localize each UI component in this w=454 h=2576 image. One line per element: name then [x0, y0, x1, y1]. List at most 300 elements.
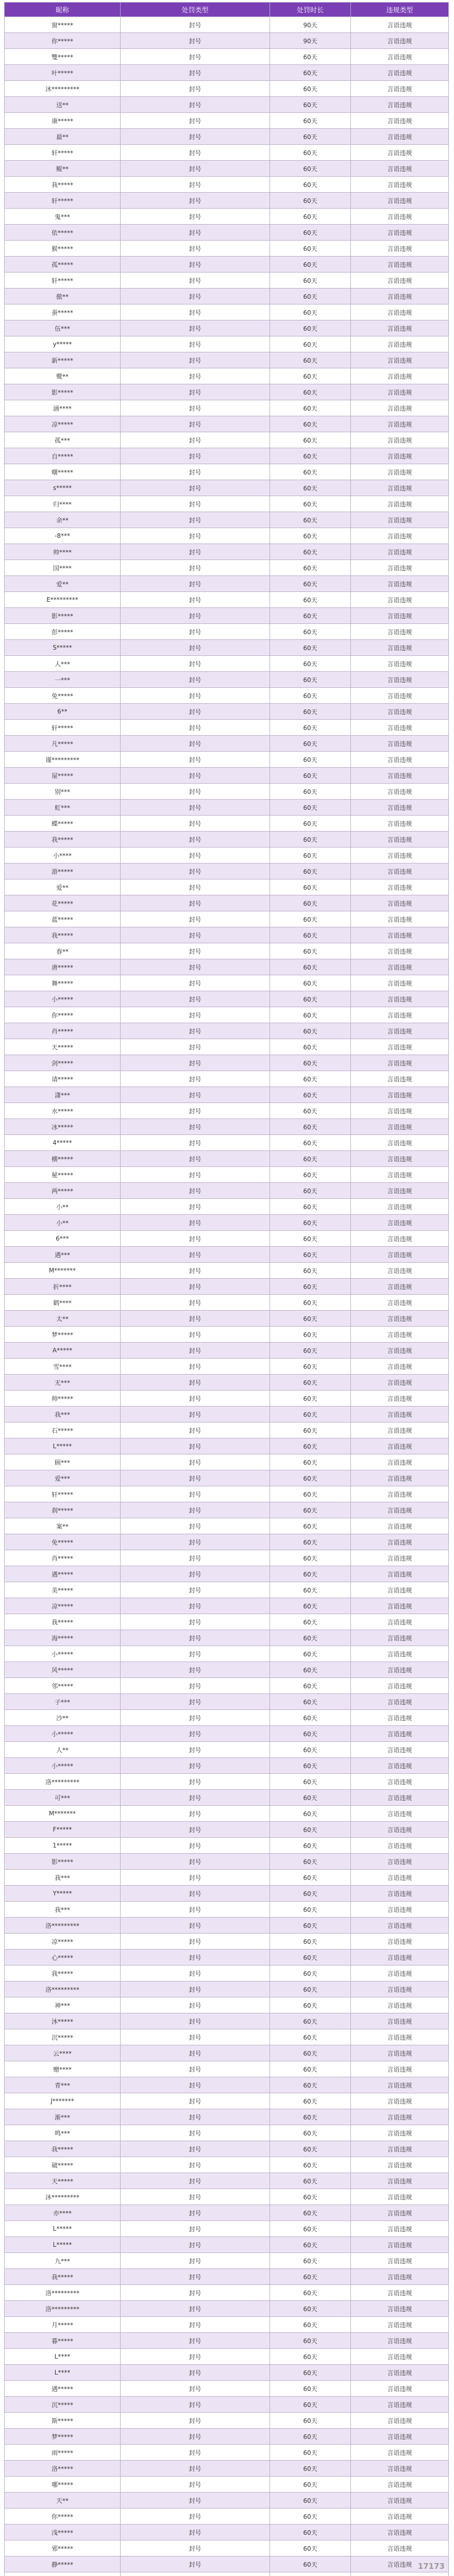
cell-violation-type: 言语违规: [351, 1981, 449, 1997]
table-row: [5, 1215, 449, 1231]
cell-penalty-type: 封号: [121, 943, 270, 959]
cell-nickname: 曙*****: [5, 464, 121, 480]
cell-penalty-type: 封号: [121, 640, 270, 656]
cell-violation-type: 言语违规: [351, 816, 449, 832]
cell-violation-type: 言语违规: [351, 2509, 449, 2524]
cell-penalty-duration: 60天: [270, 2125, 351, 2141]
table-row: [5, 1486, 449, 1502]
cell-penalty-duration: 60天: [270, 1518, 351, 1534]
cell-penalty-duration: 60天: [270, 1119, 351, 1135]
cell-penalty-duration: 60天: [270, 1630, 351, 1646]
cell-penalty-duration: 60天: [270, 1454, 351, 1470]
table-row: [5, 1950, 449, 1965]
cell-nickname: 我***: [5, 1870, 121, 1886]
cell-penalty-type: 封号: [121, 608, 270, 624]
table-row: [5, 2556, 449, 2572]
table-row: [5, 1518, 449, 1534]
cell-penalty-type: 封号: [121, 1934, 270, 1950]
table-row: [5, 2109, 449, 2125]
cell-nickname: 邻*****: [5, 1678, 121, 1694]
cell-nickname: 蚕*****: [5, 304, 121, 320]
cell-penalty-duration: 60天: [270, 129, 351, 145]
cell-nickname: 美*****: [5, 1582, 121, 1598]
cell-penalty-duration: 60天: [270, 927, 351, 943]
table-row: [5, 1119, 449, 1135]
table-row: [5, 352, 449, 368]
cell-nickname: 轩*****: [5, 145, 121, 161]
cell-violation-type: 言语违规: [351, 1247, 449, 1263]
cell-nickname: 赠****: [5, 2061, 121, 2077]
cell-penalty-type: 封号: [121, 1662, 270, 1678]
table-row: [5, 1965, 449, 1981]
cell-penalty-type: 封号: [121, 2237, 270, 2253]
cell-nickname: 新*****: [5, 352, 121, 368]
cell-penalty-duration: 60天: [270, 2413, 351, 2429]
cell-penalty-type: 封号: [121, 2269, 270, 2285]
cell-penalty-duration: 60天: [270, 448, 351, 464]
table-row: [5, 576, 449, 592]
cell-penalty-type: 封号: [121, 1965, 270, 1981]
table-row: [5, 832, 449, 848]
cell-penalty-type: 封号: [121, 1886, 270, 1902]
cell-violation-type: 言语违规: [351, 1518, 449, 1534]
table-row: [5, 2524, 449, 2540]
cell-violation-type: 言语违规: [351, 161, 449, 177]
cell-penalty-type: [121, 2572, 270, 2576]
table-row: [5, 2540, 449, 2556]
cell-nickname: 我***: [5, 1902, 121, 1918]
cell-penalty-duration: 60天: [270, 1726, 351, 1742]
cell-nickname: 剑*****: [5, 1055, 121, 1071]
table-body: [5, 17, 449, 2576]
cell-nickname: 孤*****: [5, 257, 121, 273]
cell-penalty-duration: 60天: [270, 2301, 351, 2317]
cell-penalty-duration: 60天: [270, 2237, 351, 2253]
cell-penalty-duration: 60天: [270, 1023, 351, 1039]
table-row: [5, 2429, 449, 2445]
cell-penalty-type: 封号: [121, 2125, 270, 2141]
cell-nickname: 窗*****: [5, 17, 121, 33]
cell-nickname: J*******: [5, 2093, 121, 2109]
table-row: [5, 1279, 449, 1295]
cell-violation-type: 言语违规: [351, 1934, 449, 1950]
table-row: [5, 672, 449, 688]
cell-penalty-type: 封号: [121, 1023, 270, 1039]
cell-violation-type: 言语违规: [351, 2445, 449, 2461]
cell-penalty-duration: 60天: [270, 1838, 351, 1854]
cell-violation-type: 言语违规: [351, 592, 449, 608]
table-row: [5, 1870, 449, 1886]
table-row: [5, 1806, 449, 1822]
cell-nickname: 洛*********: [5, 1918, 121, 1934]
cell-nickname: 遇*****: [5, 1566, 121, 1582]
cell-penalty-duration: 60天: [270, 784, 351, 800]
table-row: [5, 959, 449, 975]
cell-penalty-duration: 60天: [270, 1007, 351, 1023]
cell-nickname: 蝶*****: [5, 816, 121, 832]
cell-violation-type: 言语违规: [351, 1183, 449, 1199]
cell-penalty-type: 封号: [121, 289, 270, 304]
cell-penalty-duration: 60天: [270, 1997, 351, 2013]
cell-nickname: Y*****: [5, 1886, 121, 1902]
cell-penalty-type: 封号: [121, 1119, 270, 1135]
cell-penalty-type: 封号: [121, 1422, 270, 1438]
cell-nickname: 子***: [5, 1694, 121, 1710]
cell-nickname: 我*****: [5, 2269, 121, 2285]
table-row: [5, 1295, 449, 1311]
cell-penalty-type: 封号: [121, 33, 270, 49]
cell-penalty-type: 封号: [121, 2109, 270, 2125]
cell-nickname: 送**: [5, 97, 121, 113]
cell-nickname: 屋*****: [5, 768, 121, 784]
cell-nickname: 雙*****: [5, 49, 121, 65]
cell-violation-type: 言语违规: [351, 17, 449, 33]
cell-nickname: 青***: [5, 2077, 121, 2093]
cell-penalty-type: 封号: [121, 1406, 270, 1422]
cell-violation-type: 言语违规: [351, 352, 449, 368]
cell-penalty-type: 封号: [121, 448, 270, 464]
cell-penalty-duration: 60天: [270, 2221, 351, 2237]
cell-violation-type: 言语违规: [351, 736, 449, 752]
cell-penalty-duration: 60天: [270, 1183, 351, 1199]
cell-penalty-type: 封号: [121, 1726, 270, 1742]
cell-nickname: 爱**: [5, 576, 121, 592]
cell-violation-type: 言语违规: [351, 991, 449, 1007]
cell-nickname: 洛*********: [5, 2301, 121, 2317]
cell-violation-type: 言语违规: [351, 1806, 449, 1822]
cell-penalty-duration: 60天: [270, 177, 351, 193]
cell-nickname: 轩*****: [5, 1486, 121, 1502]
cell-nickname: S*****: [5, 640, 121, 656]
table-row: [5, 2317, 449, 2333]
cell-violation-type: 言语违规: [351, 1359, 449, 1375]
table-row: [5, 1103, 449, 1119]
cell-nickname: 两*****: [5, 1183, 121, 1199]
header-penalty-duration: 处罚时长: [270, 3, 351, 17]
cell-violation-type: 言语违规: [351, 1646, 449, 1662]
table-row: [5, 592, 449, 608]
table-row: [5, 33, 449, 49]
cell-penalty-type: 封号: [121, 2013, 270, 2029]
cell-violation-type: 言语违规: [351, 2061, 449, 2077]
cell-penalty-type: 封号: [121, 320, 270, 336]
cell-penalty-duration: 60天: [270, 943, 351, 959]
table-row: [5, 2269, 449, 2285]
table-row: [5, 1438, 449, 1454]
table-row: [5, 464, 449, 480]
cell-penalty-type: 封号: [121, 2317, 270, 2333]
cell-penalty-duration: 60天: [270, 65, 351, 81]
cell-violation-type: 言语违规: [351, 1103, 449, 1119]
cell-nickname: 孤***: [5, 432, 121, 448]
table-row: [5, 1726, 449, 1742]
cell-violation-type: 言语违规: [351, 1886, 449, 1902]
cell-penalty-type: 封号: [121, 1231, 270, 1247]
cell-violation-type: 言语违规: [351, 1375, 449, 1391]
cell-nickname: 凡*****: [5, 736, 121, 752]
cell-violation-type: 言语违规: [351, 560, 449, 576]
table-row: [5, 1151, 449, 1167]
cell-nickname: 依*****: [5, 225, 121, 241]
table-row: [5, 241, 449, 257]
cell-penalty-type: 封号: [121, 832, 270, 848]
cell-penalty-duration: 60天: [270, 1199, 351, 1215]
cell-penalty-duration: 60天: [270, 320, 351, 336]
table-row: [5, 2029, 449, 2045]
cell-violation-type: 言语违规: [351, 1327, 449, 1343]
cell-penalty-duration: 60天: [270, 1438, 351, 1454]
cell-penalty-duration: 60天: [270, 752, 351, 768]
cell-penalty-type: 封号: [121, 1470, 270, 1486]
cell-nickname: 凉*****: [5, 1598, 121, 1614]
cell-penalty-duration: 60天: [270, 640, 351, 656]
table-row: [5, 1822, 449, 1838]
cell-penalty-type: 封号: [121, 2493, 270, 2509]
table-row: [5, 1263, 449, 1279]
table-row: [5, 624, 449, 640]
table-row: [5, 2285, 449, 2301]
cell-penalty-type: 封号: [121, 2381, 270, 2397]
cell-penalty-duration: 60天: [270, 2141, 351, 2157]
cell-violation-type: 言语违规: [351, 177, 449, 193]
cell-nickname: 最**: [5, 129, 121, 145]
cell-penalty-type: 封号: [121, 1790, 270, 1806]
cell-violation-type: 言语违规: [351, 1007, 449, 1023]
cell-violation-type: 言语违规: [351, 752, 449, 768]
table-row: [5, 65, 449, 81]
cell-penalty-duration: 60天: [270, 1087, 351, 1103]
cell-penalty-type: 封号: [121, 1950, 270, 1965]
cell-penalty-duration: 60天: [270, 863, 351, 879]
cell-violation-type: 言语违规: [351, 193, 449, 209]
cell-penalty-duration: 60天: [270, 1646, 351, 1662]
cell-penalty-type: 封号: [121, 2556, 270, 2572]
cell-penalty-type: 封号: [121, 1822, 270, 1838]
table-row: [5, 416, 449, 432]
cell-penalty-duration: 60天: [270, 1103, 351, 1119]
cell-nickname: 小**: [5, 1215, 121, 1231]
cell-nickname: 凉*****: [5, 416, 121, 432]
cell-penalty-type: 封号: [121, 145, 270, 161]
table-row: [5, 1343, 449, 1359]
table-row: [5, 2141, 449, 2157]
cell-penalty-type: 封号: [121, 2141, 270, 2157]
cell-penalty-duration: 60天: [270, 1502, 351, 1518]
table-row: [5, 2397, 449, 2413]
cell-penalty-type: 封号: [121, 97, 270, 113]
cell-penalty-duration: 60天: [270, 2013, 351, 2029]
cell-penalty-duration: 60天: [270, 400, 351, 416]
cell-violation-type: 言语违规: [351, 608, 449, 624]
cell-penalty-duration: 60天: [270, 2189, 351, 2205]
table-row: [5, 1055, 449, 1071]
cell-penalty-duration: 60天: [270, 1918, 351, 1934]
cell-penalty-duration: 60天: [270, 656, 351, 672]
cell-nickname: 唐*****: [5, 959, 121, 975]
cell-penalty-duration: 60天: [270, 2540, 351, 2556]
cell-penalty-duration: 60天: [270, 2493, 351, 2509]
cell-penalty-duration: 60天: [270, 1902, 351, 1918]
cell-violation-type: 言语违规: [351, 2141, 449, 2157]
cell-violation-type: 言语违规: [351, 1023, 449, 1039]
cell-penalty-duration: 60天: [270, 672, 351, 688]
cell-nickname: 斯*****: [5, 2413, 121, 2429]
table-row: [5, 177, 449, 193]
cell-nickname: 心*****: [5, 1950, 121, 1965]
cell-penalty-duration: 60天: [270, 368, 351, 384]
cell-penalty-duration: 60天: [270, 1566, 351, 1582]
table-row: [5, 784, 449, 800]
table-row: [5, 656, 449, 672]
cell-violation-type: 言语违规: [351, 257, 449, 273]
cell-penalty-type: 封号: [121, 1518, 270, 1534]
table-row: [5, 2253, 449, 2269]
cell-violation-type: 言语违规: [351, 1295, 449, 1311]
cell-penalty-type: 封号: [121, 720, 270, 736]
table-row: [5, 1135, 449, 1151]
cell-penalty-duration: 60天: [270, 1231, 351, 1247]
cell-nickname: 你*****: [5, 33, 121, 49]
cell-penalty-duration: 60天: [270, 800, 351, 816]
cell-violation-type: 言语违规: [351, 1135, 449, 1151]
cell-penalty-duration: 60天: [270, 1422, 351, 1438]
table-row: [5, 816, 449, 832]
cell-violation-type: 言语违规: [351, 1918, 449, 1934]
table-row: [5, 1359, 449, 1375]
cell-penalty-duration: 60天: [270, 1870, 351, 1886]
cell-penalty-duration: 60天: [270, 2429, 351, 2445]
table-row: [5, 800, 449, 816]
cell-penalty-duration: 60天: [270, 704, 351, 720]
cell-nickname: F*****: [5, 1822, 121, 1838]
cell-nickname: 归****: [5, 496, 121, 512]
cell-nickname: 别***: [5, 784, 121, 800]
table-row: [5, 2221, 449, 2237]
cell-violation-type: 言语违规: [351, 1630, 449, 1646]
cell-nickname: 免*****: [5, 1534, 121, 1550]
cell-violation-type: 言语违规: [351, 1758, 449, 1774]
table-row: [5, 1614, 449, 1630]
cell-penalty-type: 封号: [121, 2045, 270, 2061]
table-row: [5, 1406, 449, 1422]
table-row: [5, 2173, 449, 2189]
cell-penalty-duration: 60天: [270, 2269, 351, 2285]
cell-nickname: 静*****: [5, 2556, 121, 2572]
cell-penalty-type: 封号: [121, 17, 270, 33]
cell-nickname: 蓝*****: [5, 911, 121, 927]
cell-penalty-type: 封号: [121, 704, 270, 720]
cell-penalty-type: 封号: [121, 1039, 270, 1055]
cell-violation-type: 言语违规: [351, 2237, 449, 2253]
cell-penalty-type: 封号: [121, 959, 270, 975]
table-row: [5, 512, 449, 528]
cell-penalty-type: 封号: [121, 1454, 270, 1470]
table-row: [5, 2445, 449, 2461]
cell-violation-type: 言语违规: [351, 2397, 449, 2413]
cell-penalty-type: 封号: [121, 911, 270, 927]
table-row: [5, 1311, 449, 1327]
cell-penalty-duration: 60天: [270, 1359, 351, 1375]
table-row: [5, 528, 449, 544]
cell-nickname: 鲲**: [5, 161, 121, 177]
cell-violation-type: 言语违规: [351, 1598, 449, 1614]
cell-nickname: 沐*********: [5, 81, 121, 97]
table-row: [5, 1422, 449, 1438]
cell-violation-type: 言语违规: [351, 832, 449, 848]
cell-violation-type: 言语违规: [351, 81, 449, 97]
penalty-list-container: [4, 2, 448, 2576]
cell-penalty-type: 封号: [121, 800, 270, 816]
table-row: [5, 895, 449, 911]
cell-penalty-type: 封号: [121, 1375, 270, 1391]
cell-penalty-duration: 60天: [270, 2109, 351, 2125]
cell-penalty-type: 封号: [121, 2333, 270, 2349]
cell-penalty-type: 封号: [121, 576, 270, 592]
cell-violation-type: 言语违规: [351, 304, 449, 320]
cell-penalty-duration: 60天: [270, 161, 351, 177]
cell-nickname: 洛*****: [5, 2461, 121, 2477]
header-violation-type: 违规类型: [351, 3, 449, 17]
cell-penalty-type: 封号: [121, 193, 270, 209]
cell-violation-type: 言语违规: [351, 241, 449, 257]
cell-penalty-duration: 60天: [270, 145, 351, 161]
cell-violation-type: 言语违规: [351, 225, 449, 241]
cell-violation-type: 言语违规: [351, 289, 449, 304]
cell-nickname: 冰*****: [5, 1119, 121, 1135]
cell-violation-type: 言语违规: [351, 895, 449, 911]
cell-nickname: 小**: [5, 1199, 121, 1215]
cell-penalty-duration: 60天: [270, 1135, 351, 1151]
table-row: [5, 704, 449, 720]
cell-nickname: 石*****: [5, 1422, 121, 1438]
cell-penalty-type: 封号: [121, 1918, 270, 1934]
cell-penalty-type: 封号: [121, 1295, 270, 1311]
table-row: [5, 720, 449, 736]
cell-penalty-type: 封号: [121, 1981, 270, 1997]
cell-nickname: 我*****: [5, 2141, 121, 2157]
cell-penalty-type: 封号: [121, 1582, 270, 1598]
cell-nickname: 天**: [5, 2493, 121, 2509]
table-row: [5, 384, 449, 400]
cell-penalty-type: 封号: [121, 1694, 270, 1710]
cell-nickname: 猴*****: [5, 241, 121, 257]
cell-nickname: 余**: [5, 512, 121, 528]
cell-penalty-type: 封号: [121, 1997, 270, 2013]
cell-violation-type: 言语违规: [351, 1678, 449, 1694]
cell-nickname: 邪*****: [5, 2540, 121, 2556]
cell-nickname: 渐***: [5, 2109, 121, 2125]
cell-penalty-type: 封号: [121, 1359, 270, 1375]
cell-penalty-type: 封号: [121, 2077, 270, 2093]
cell-nickname: 沐*****: [5, 2013, 121, 2029]
cell-penalty-duration: 90天: [270, 33, 351, 49]
cell-penalty-type: 封号: [121, 1007, 270, 1023]
cell-penalty-duration: 60天: [270, 1854, 351, 1870]
cell-violation-type: 言语违规: [351, 1822, 449, 1838]
cell-penalty-duration: 60天: [270, 2029, 351, 2045]
header-penalty-type: 处罚类型: [121, 3, 270, 17]
cell-penalty-type: 封号: [121, 464, 270, 480]
cell-penalty-type: 封号: [121, 927, 270, 943]
cell-penalty-type: 封号: [121, 1598, 270, 1614]
table-row: [5, 768, 449, 784]
cell-violation-type: 言语违规: [351, 704, 449, 720]
cell-nickname: L*****: [5, 1438, 121, 1454]
cell-penalty-duration: 60天: [270, 1662, 351, 1678]
table-row: [5, 736, 449, 752]
table-row: [5, 81, 449, 97]
cell-penalty-duration: 60天: [270, 416, 351, 432]
